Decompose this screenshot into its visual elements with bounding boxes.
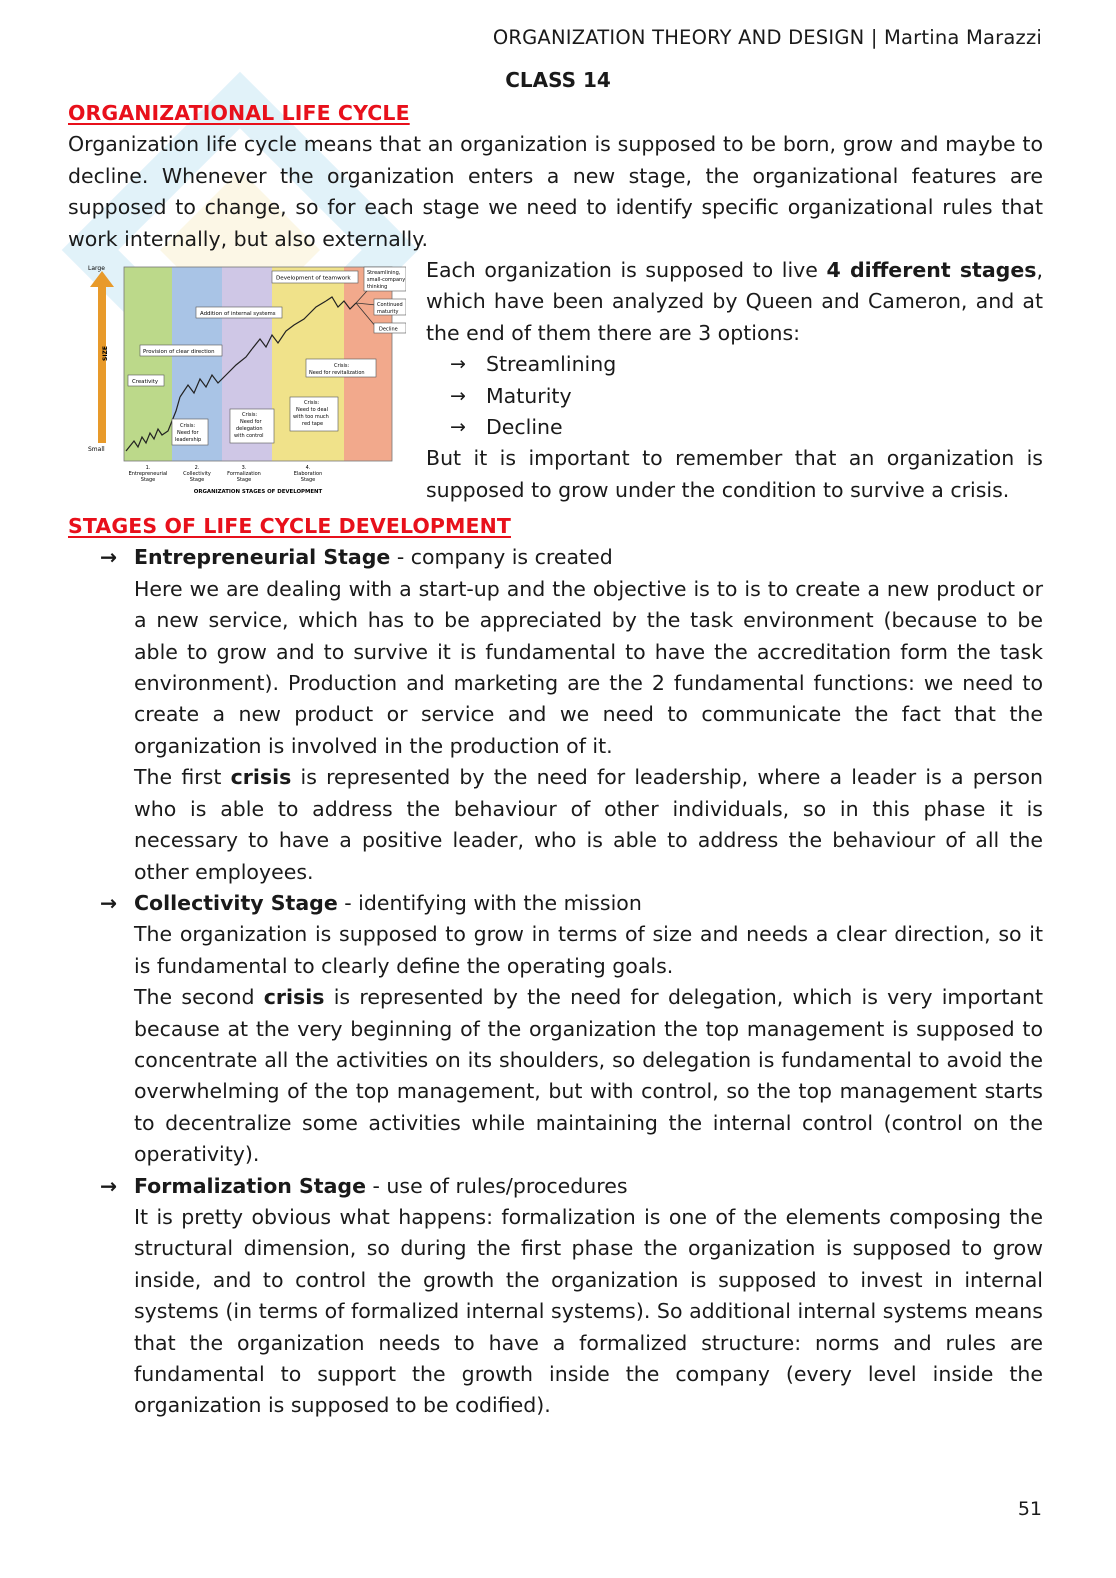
svg-text:Formalization: Formalization — [227, 471, 261, 478]
stage-entrepreneurial — [68, 542, 1043, 887]
svg-text:Crisis:: Crisis: — [242, 412, 258, 419]
y-axis-label: SIZE — [102, 346, 109, 362]
svg-text:delegation: delegation — [236, 426, 263, 433]
stage-crisis-paragraph: The second crisis is represented by the need for delegation, which is very important because at the very beginning of the organization the top management is supposed to concentrate all the activities on its shoulders, so delegation is fundamental to avoid the overwhelming of the top management, but with control, so the top management starts to decentralize some activities while maintaining the internal control (control on the operativity). — [134, 985, 1043, 1167]
size-axis-arrow-icon — [90, 271, 114, 287]
stage-paragraph: The organization is supposed to grow in terms of size and needs a clear direction, so it is fundamental to clearly define the operating goals. — [134, 922, 1043, 978]
svg-text:Stage: Stage — [189, 477, 205, 484]
stage-heading: Formalization Stage - use of rules/procedures — [134, 1173, 628, 1198]
arrow-icon: → — [450, 416, 466, 439]
label-maturity — [374, 299, 406, 315]
svg-text:Need to deal: Need to deal — [296, 407, 328, 414]
option-item: → Maturity — [68, 381, 1043, 412]
option-item: → Streamlining — [68, 349, 1043, 380]
svg-text:Collectivity: Collectivity — [183, 471, 211, 478]
svg-text:2.: 2. — [194, 465, 200, 472]
arrow-icon: → — [100, 1173, 118, 1198]
main-content — [68, 98, 1043, 1422]
label-teamwork — [272, 271, 358, 283]
svg-text:thinking: thinking — [367, 284, 388, 291]
svg-text:Stage: Stage — [300, 477, 316, 484]
stage-formalization — [68, 1171, 1043, 1422]
svg-text:3.: 3. — [241, 465, 247, 472]
survive-crisis-paragraph: But it is important to remember that an organization is supposed to grow under the condition to survive a crisis. — [426, 446, 1043, 502]
svg-text:Stage: Stage — [140, 477, 156, 484]
label-internal-systems — [196, 307, 282, 318]
svg-text:Stage: Stage — [236, 477, 252, 484]
stage-label-1 — [129, 465, 168, 483]
svg-text:Creativity: Creativity — [132, 379, 159, 386]
svg-text:Crisis:: Crisis: — [304, 400, 320, 407]
stage-heading: Entrepreneurial Stage - company is created — [134, 545, 613, 570]
label-streamlining — [364, 267, 406, 291]
arrow-icon: → — [450, 384, 466, 407]
svg-text:Decline: Decline — [379, 326, 398, 333]
y-large-label: Large — [88, 265, 105, 273]
svg-text:4.: 4. — [305, 465, 311, 472]
stage-label-4 — [294, 465, 323, 483]
arrow-icon: → — [450, 353, 466, 376]
svg-text:Need for: Need for — [240, 419, 262, 426]
svg-text:Provision of clear direction: Provision of clear direction — [143, 349, 215, 356]
svg-text:small-company: small-company — [367, 277, 406, 284]
four-stages-text-a: Each organization is supposed to live — [426, 258, 827, 283]
four-stages-bold: 4 different stages — [826, 258, 1037, 283]
svg-text:1.: 1. — [145, 465, 151, 472]
svg-text:Elaboration: Elaboration — [293, 471, 323, 478]
svg-text:maturity: maturity — [377, 309, 399, 316]
page-number: 51 — [1017, 1498, 1042, 1520]
stage-heading: Collectivity Stage - identifying with the mission — [134, 890, 642, 915]
section-title-life-cycle: ORGANIZATIONAL LIFE CYCLE — [68, 101, 410, 125]
arrow-icon: → — [100, 890, 118, 915]
stage-collectivity — [68, 888, 1043, 1171]
stage-label-3 — [227, 465, 261, 483]
stage-paragraph: Here we are dealing with a start-up and the objective is to is to create a new product or a new service, which has to be appreciated by the task environment (because to be able to grow and to survive it is fundamental to have the accreditation form the task environment). Production and marketing are the 2 fundamental functions: we need to create a new product or service and we need to communicate the fact that the organization is involved in the production of it. — [134, 576, 1043, 758]
svg-text:red tape: red tape — [302, 421, 324, 428]
svg-text:Addition of internal systems: Addition of internal systems — [200, 311, 276, 318]
svg-text:with too much: with too much — [293, 414, 329, 421]
svg-text:Streamlining,: Streamlining, — [367, 270, 401, 277]
svg-text:Continued: Continued — [377, 302, 403, 309]
class-title: CLASS 14 — [505, 68, 611, 92]
svg-text:Crisis:: Crisis: — [334, 363, 350, 370]
intro-paragraph: Organization life cycle means that an organization is supposed to be born, grow and maybe to decline. Whenever the organization enters a new stage, the organizational features are supposed to change, so for each stage we need to identify specific organizational rules that work internally, but also externally. — [68, 132, 1043, 251]
svg-text:Need for: Need for — [177, 430, 199, 437]
svg-text:Development of teamwork: Development of teamwork — [276, 275, 351, 282]
svg-text:Need for revitalization: Need for revitalization — [309, 370, 365, 377]
running-header: ORGANIZATION THEORY AND DESIGN | Martina Marazzi — [492, 26, 1042, 49]
four-stages-text-b: , which have been analyzed by Queen and Cameron, and at the end of them there are 3 options: — [426, 258, 1043, 345]
stage-paragraph: It is pretty obvious what happens: formalization is one of the elements composing the structural dimension, so during the first phase the organization is supposed to grow inside, and to control the growth the organization is supposed to invest in internal systems (in terms of formalized internal systems). So additional internal systems means that the organization needs to have a formalized structure: norms and rules are fundamental to support the growth inside the company (every level inside the organization is supposed to be codified). — [134, 1204, 1043, 1418]
figure-caption: ORGANIZATION STAGES OF DEVELOPMENT — [193, 489, 323, 496]
stage-label-2 — [183, 465, 211, 483]
svg-text:Entrepreneurial: Entrepreneurial — [128, 471, 168, 478]
svg-text:with control: with control — [234, 433, 264, 440]
y-small-label: Small — [88, 446, 105, 454]
option-item: → Decline — [68, 412, 1043, 443]
svg-text:Crisis:: Crisis: — [180, 423, 196, 430]
stage-crisis-paragraph: The first crisis is represented by the need for leadership, where a leader is a person who is able to address the behaviour of other individuals, so in this phase it is necessary to have a positive leader, who is able to address the behaviour of all the other employees. — [134, 765, 1043, 884]
label-decline — [374, 323, 406, 333]
options-list — [68, 349, 1043, 443]
section-title-stages: STAGES OF LIFE CYCLE DEVELOPMENT — [68, 514, 511, 539]
arrow-icon: → — [100, 545, 118, 570]
svg-text:leadership: leadership — [175, 437, 202, 444]
